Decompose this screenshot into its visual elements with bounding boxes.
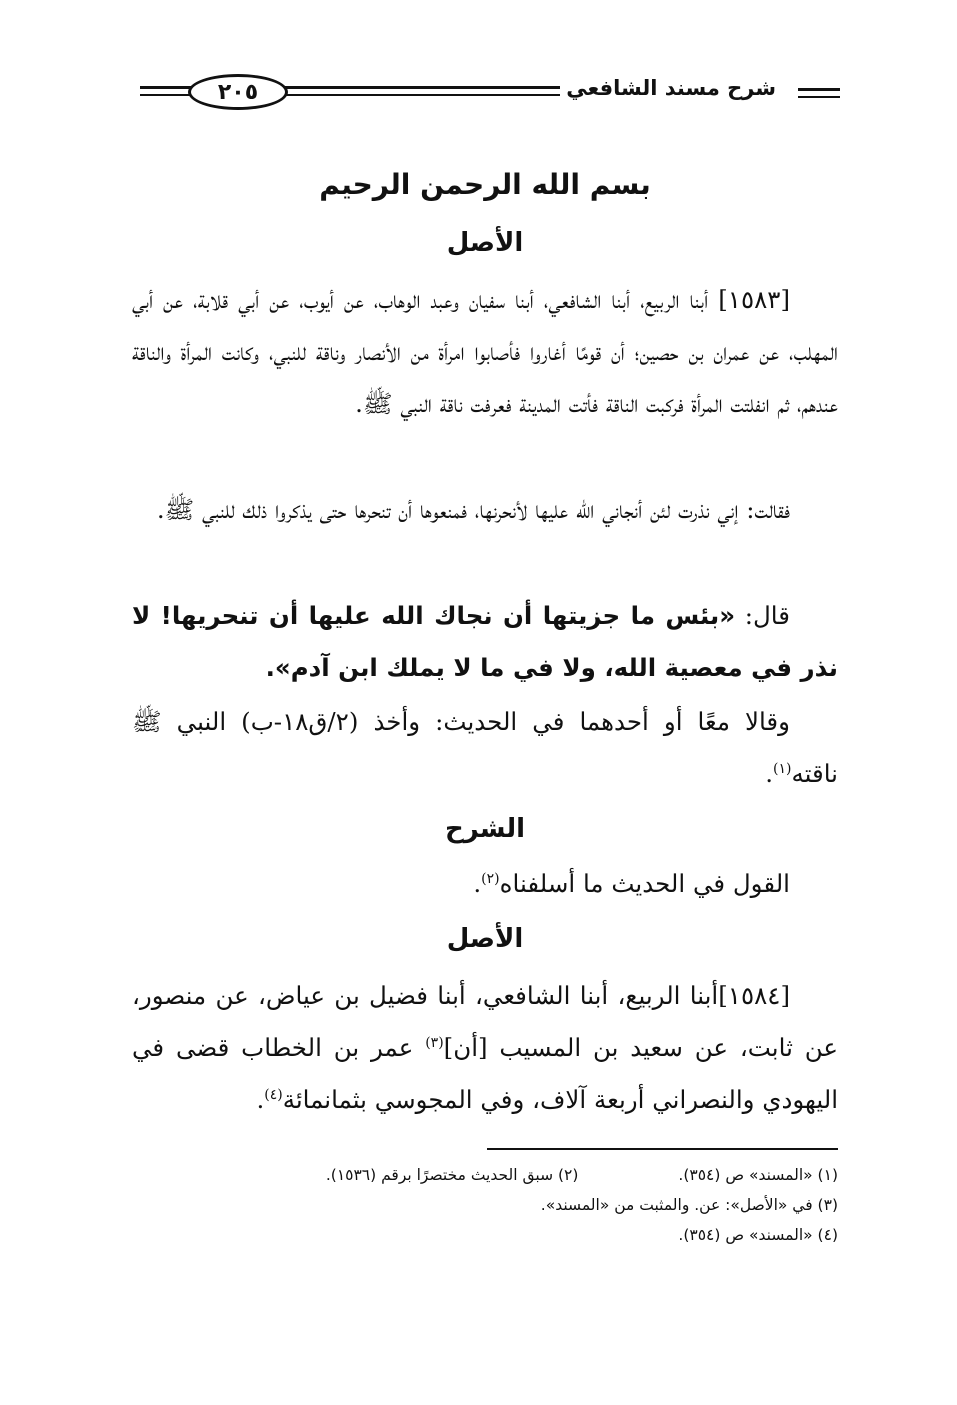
asl-1-paragraph-3: [132, 590, 838, 694]
header-dash-upper: [798, 88, 840, 91]
asl-2-paragraph-1-text: [١٥٨٤]أبنا الربيع، أبنا الشافعي، أبنا فضيل بن عياض، عن منصور، عن ثابت، عن سعيد بن المسيب [أن]: [132, 981, 839, 1062]
hadith-quote: «بئس ما جزيتها أن نجاك الله عليها أن تنحريها! لا نذر في معصية الله، ولا في ما لا يملك ابن آدم».: [132, 601, 838, 682]
sharh-paragraph: القول في الحديث ما أسلفناه$^{(٢)}$.: [473, 869, 790, 898]
section-heading-asl-1: الأصل: [446, 228, 524, 258]
asl-1-paragraph-2: فقالت: إني نذرت لئن أنجاني الله عليها لأنحرنها، فمنعوها أن تنحرها حتى يذكروا ذلك للنبي ﷺ.: [156, 495, 790, 524]
footnote-ref-4: (٤): [264, 1086, 283, 1103]
running-header: [140, 72, 840, 116]
asl-2-paragraph-1: [١٥٨٤]أبنا الربيع، أبنا الشافعي، أبنا فضيل بن عياض، عن منصور، عن ثابت، عن سعيد بن المسيب [أن]$^{(٣)}$ عمر بن الخطاب قضى في اليهودي والنصراني أربعة آلاف، وفي المجوسي بثمانمائة$^{(٤)}$.: [132, 981, 839, 1114]
footnote-ref-2: (٢): [481, 870, 500, 887]
basmala: بسم الله الرحمن الرحيم: [319, 168, 651, 201]
book-title: شرح مسند الشافعي: [560, 76, 782, 100]
footnote-row-3: [132, 1220, 838, 1250]
footnote-ref-3: (٣): [425, 1034, 444, 1051]
footnote-1: (١) «المسند» ص (٣٥٤).: [678, 1166, 838, 1184]
asl-1-paragraph-4: وقالا معًا أو أحدهما في الحديث: وأخذ (٢/ق١٨-ب) النبي ﷺ ناقته$^{(١)}$.: [132, 707, 838, 788]
footnote-3: (٣) في «الأصل»: عن. والمثبت من «المسند».: [540, 1196, 838, 1214]
asl-1-paragraph-3-prefix: قال:: [735, 601, 790, 630]
footnote-4: (٤) «المسند» ص (٣٥٤).: [678, 1226, 838, 1244]
footnote-row-2: [132, 1190, 838, 1220]
header-dash-lower: [798, 96, 840, 98]
sharh-paragraph-text: القول في الحديث ما أسلفناه: [499, 869, 790, 898]
footnote-2: (٢) سبق الحديث مختصرًا برقم (١٥٣٦).: [325, 1166, 579, 1184]
asl-2-paragraph-1-continued: عمر بن الخطاب قضى في اليهودي والنصراني أربعة آلاف، وفي المجوسي بثمانمائة: [132, 1033, 838, 1114]
section-heading-asl-2: الأصل: [446, 924, 524, 954]
footnotes: [132, 1160, 838, 1250]
footnote-ref-1: (١): [773, 760, 792, 777]
footnote-separator: [487, 1148, 838, 1150]
page-number: ٢٠٥: [188, 74, 288, 110]
asl-1-paragraph-1: [١٥٨٣] أبنا الربيع، أبنا الشافعي، أبنا سفيان وعبد الوهاب، عن أيوب، عن أبي قلابة، عن أبي المهلب، عن عمران بن حصين؛ أن قومًا أغاروا فأصابوا امرأة من الأنصار وناقة للنبي، وكانت المرأة والناقة عندهم، ثم انفلتت المرأة فركبت الناقة فأتت المدينة فعرفت ناقة النبي ﷺ.: [132, 285, 838, 418]
asl-1-paragraph-4-text: وقالا معًا أو أحدهما في الحديث: وأخذ (٢/ق١٨-ب) النبي ﷺ ناقته: [132, 707, 838, 788]
footnote-row-1: [132, 1160, 838, 1190]
section-heading-sharh: الشرح: [444, 814, 526, 844]
